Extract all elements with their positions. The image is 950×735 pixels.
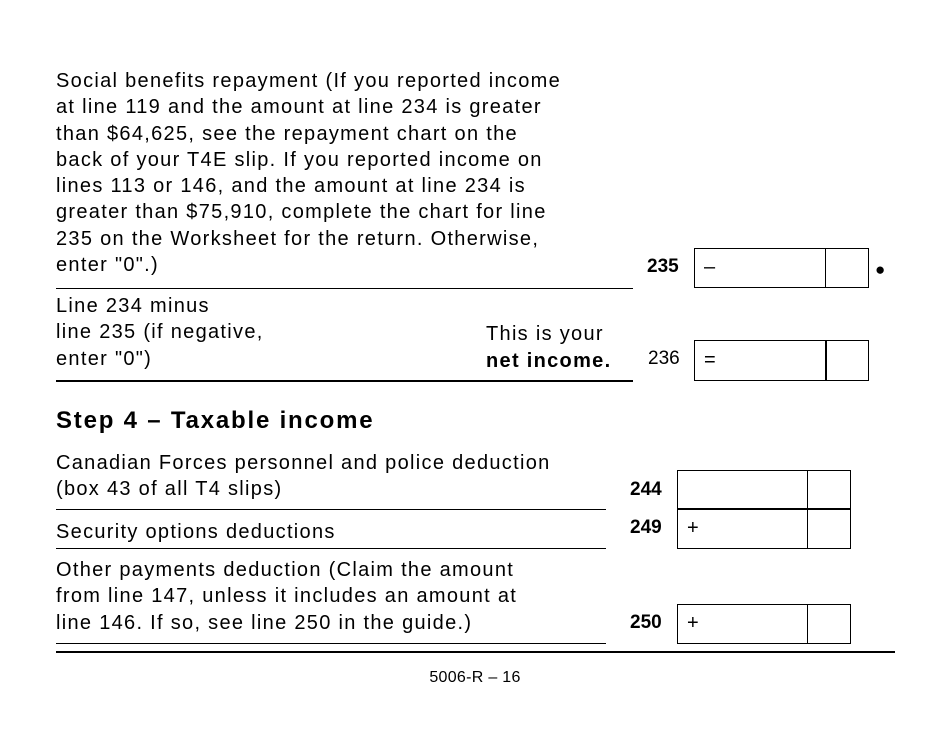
line-235-rule [56,288,633,289]
line-250-cents-field[interactable] [807,605,808,643]
line-235-number: 235 [647,256,679,277]
line-236-description: Line 234 minus line 235 (if negative, enter "0") [56,295,264,370]
line-250-amount-field[interactable] [677,604,851,644]
line-244-amount-field[interactable] [677,470,851,510]
line-250-operator: + [687,612,699,634]
line-249-amount-field[interactable] [677,508,851,549]
net-income-note-line2: net income. [486,350,612,372]
line-250-description: Other payments deduction (Claim the amount from line 147, unless it includes an amount at line 146. If so, see line 250 in the guide.) [56,559,518,634]
line-244-description: Canadian Forces personnel and police deduction (box 43 of all T4 slips) [56,452,551,501]
line-249-operator: + [687,517,699,539]
line-244-number: 244 [630,479,662,500]
line-236-cents-field[interactable] [825,341,827,380]
line-236-operator: = [704,349,716,371]
line-244-rule [56,509,606,510]
line-236-number: 236 [648,348,680,369]
line-235-operator: – [704,256,716,278]
line-249-cents-field[interactable] [807,509,808,548]
line-250-number: 250 [630,612,662,633]
page-bottom-rule [56,651,895,653]
bullet-icon: ● [875,260,886,279]
page-footer-label: 5006-R – 16 [429,669,521,686]
net-income-note-line1: This is your [486,323,604,345]
line-235-amount-field[interactable] [694,248,869,288]
line-235-cents-field[interactable] [825,249,826,287]
line-249-number: 249 [630,517,662,538]
line-250-rule [56,643,606,644]
line-236-rule [56,380,633,382]
line-244-cents-field[interactable] [807,471,808,509]
line-236-amount-field[interactable] [694,340,869,381]
line-249-description: Security options deductions [56,521,336,543]
line-235-description: Social benefits repayment (If you reported income at line 119 and the amount at line 234 is greater than $64,625, see the repayment chart on the back of your T4E slip. If you reported income on lines 113 or 146, and the amount at line 234 is greater than $75,910, complete the chart for line 235 on the Worksheet for the return. Otherwise, enter "0".) [56,70,562,277]
line-249-rule [56,548,606,549]
step-4-heading: Step 4 – Taxable income [56,407,375,434]
